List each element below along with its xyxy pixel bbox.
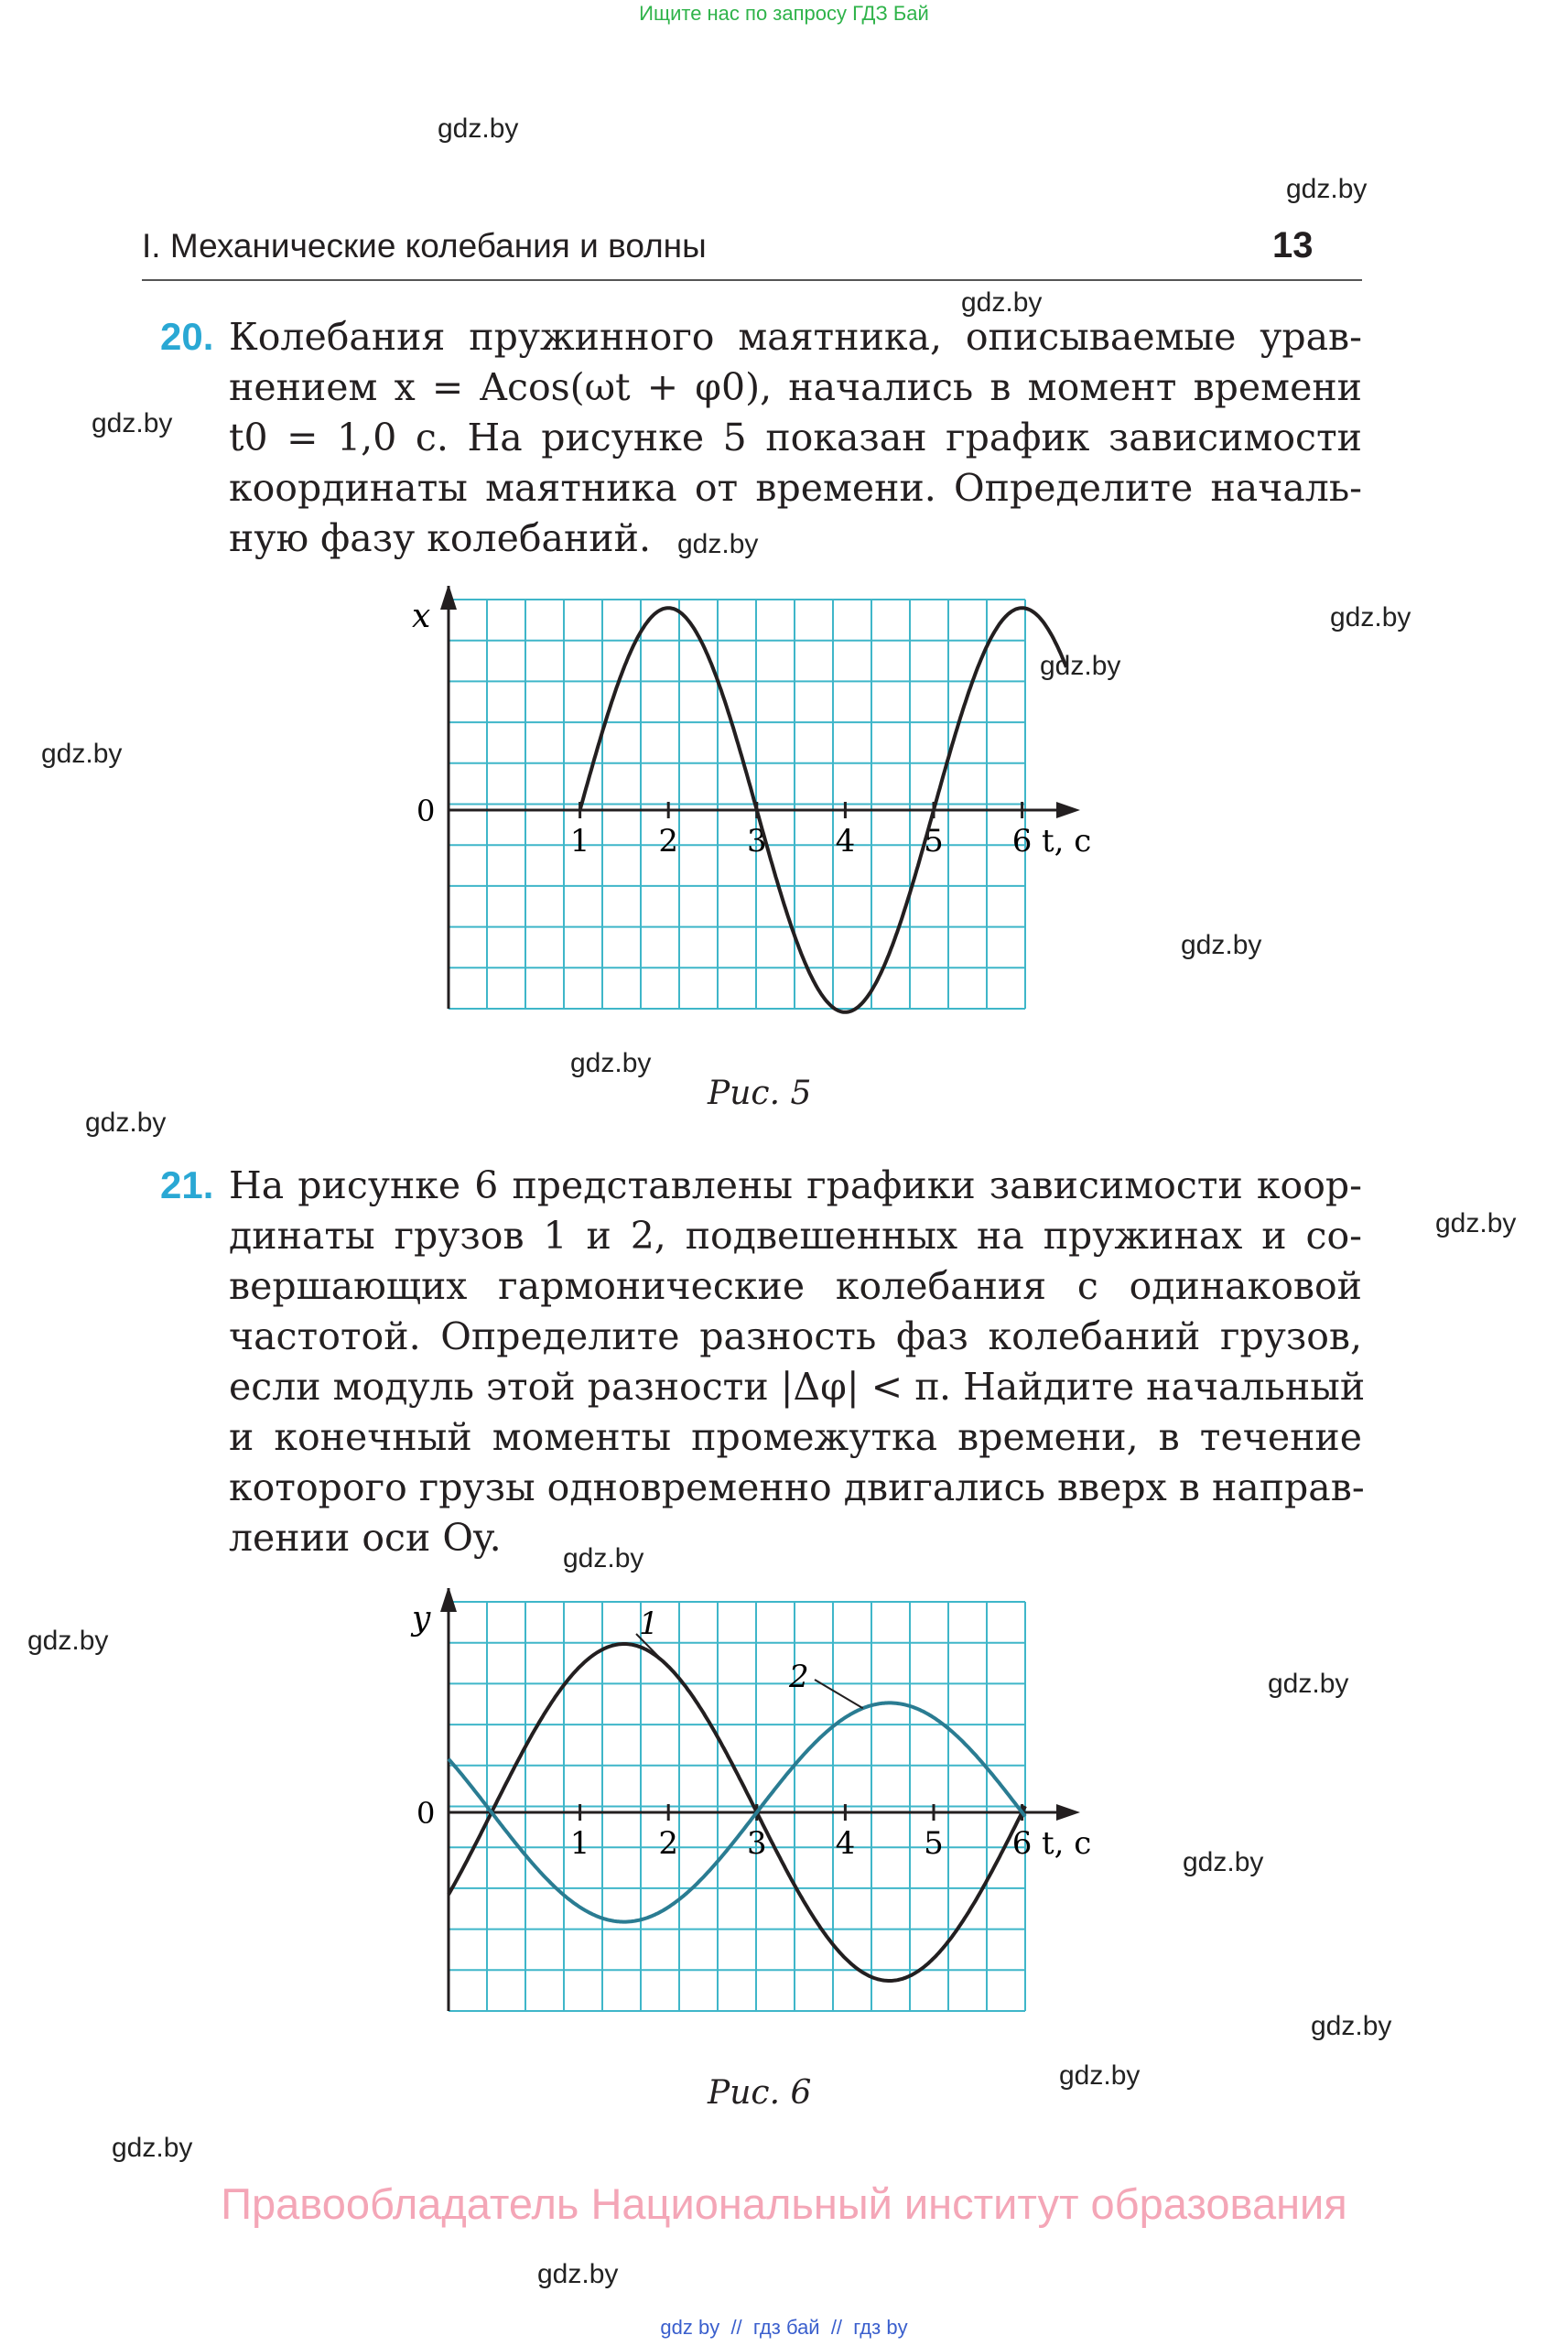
problem-number: 20. bbox=[160, 315, 214, 358]
text-line: если модуль этой разности |Δφ| < π. Найдите начальный bbox=[229, 1365, 1366, 1409]
watermark: gdz.by bbox=[112, 2133, 193, 2163]
text-line: t0 = 1,0 с. На рисунке 5 показан график зависимости bbox=[229, 416, 1362, 459]
origin-label: 0 bbox=[416, 794, 436, 828]
tick-label: 2 bbox=[658, 1825, 679, 1862]
text-line: На рисунке 6 представлены графики зависимости коор- bbox=[229, 1163, 1362, 1207]
y-axis-arrow bbox=[440, 1588, 457, 1612]
watermark: gdz.by bbox=[677, 529, 759, 559]
problem-21-text bbox=[229, 1161, 1366, 1563]
tick-label: 6 bbox=[1011, 1825, 1033, 1862]
watermark: gdz.by bbox=[1059, 2060, 1141, 2091]
tick-label: 1 bbox=[569, 823, 590, 859]
watermark: gdz.by bbox=[1435, 1208, 1517, 1238]
running-head: I. Механические колебания и волны bbox=[142, 227, 707, 265]
tick-label: 1 bbox=[569, 1825, 590, 1862]
text-line: частотой. Определите разность фаз колебаний грузов, bbox=[229, 1314, 1362, 1358]
tick-label: 2 bbox=[658, 823, 679, 859]
text-line: динаты грузов 1 и 2, подвешенных на пружинах и со- bbox=[229, 1214, 1362, 1258]
figure-6-chart bbox=[384, 1588, 1135, 2046]
figure-6-caption: Рис. 6 bbox=[708, 2074, 812, 2112]
watermark: gdz.by bbox=[1040, 651, 1121, 681]
text-line: лении оси Oy. bbox=[229, 1516, 502, 1560]
figure-5-caption: Рис. 5 bbox=[708, 1075, 812, 1112]
text-line: и конечный моменты промежутка времени, в течение bbox=[229, 1415, 1362, 1459]
watermark: gdz.by bbox=[570, 1048, 652, 1078]
watermark: gdz.by bbox=[563, 1543, 644, 1573]
x-axis-arrow bbox=[1056, 1804, 1080, 1821]
tick-label: 3 bbox=[746, 1825, 767, 1862]
text-line: нением x = Acos(ωt + φ0), начались в момент времени bbox=[229, 365, 1362, 409]
watermark: gdz.by bbox=[1330, 602, 1411, 632]
top-banner[interactable]: Ищите нас по запросу ГДЗ Бай bbox=[639, 2, 929, 25]
problem-20-text bbox=[229, 312, 1362, 564]
text-line: Колебания пружинного маятника, описываемые урав- bbox=[229, 315, 1362, 359]
header-divider bbox=[142, 279, 1362, 281]
text-line: ную фазу колебаний. bbox=[229, 516, 651, 560]
tick-label: 5 bbox=[924, 823, 944, 859]
tick-label: 6 bbox=[1011, 823, 1033, 859]
grid bbox=[449, 1602, 1025, 2011]
footer-links[interactable]: gdz by // гдз бай // гдз by bbox=[660, 2316, 908, 2339]
x-axis-label: t, с bbox=[1042, 823, 1092, 859]
y-axis-label: x bbox=[412, 598, 431, 635]
watermark: gdz.by bbox=[92, 408, 173, 438]
text-line: координаты маятника от времени. Определите началь- bbox=[229, 466, 1362, 510]
problem-number: 21. bbox=[160, 1163, 214, 1206]
watermark: gdz.by bbox=[537, 2259, 619, 2289]
watermark: gdz.by bbox=[27, 1626, 109, 1656]
tick-label: 4 bbox=[835, 1825, 856, 1862]
x-axis-label: t, с bbox=[1042, 1825, 1092, 1862]
watermark: gdz.by bbox=[41, 739, 123, 769]
watermark: gdz.by bbox=[1183, 1847, 1264, 1877]
watermark: gdz.by bbox=[1181, 930, 1262, 960]
series-2-label: 2 bbox=[789, 1659, 809, 1695]
tick-label: 3 bbox=[746, 823, 767, 859]
watermark: gdz.by bbox=[1311, 2011, 1392, 2041]
figure-5-chart bbox=[384, 586, 1135, 1043]
text-line: которого грузы одновременно двигались вверх в направ- bbox=[229, 1465, 1365, 1509]
watermark: gdz.by bbox=[85, 1108, 167, 1138]
copyright-notice: Правообладатель Национальный институт образования bbox=[221, 2179, 1347, 2228]
series-1-label: 1 bbox=[639, 1605, 659, 1642]
watermark: gdz.by bbox=[1286, 174, 1368, 204]
tick-label: 4 bbox=[835, 823, 856, 859]
watermark: gdz.by bbox=[961, 287, 1043, 318]
origin-label: 0 bbox=[416, 1796, 436, 1831]
y-axis-label: y bbox=[412, 1600, 431, 1638]
y-axis-arrow bbox=[440, 586, 457, 610]
x-axis-arrow bbox=[1056, 802, 1080, 818]
watermark: gdz.by bbox=[1268, 1669, 1349, 1699]
watermark: gdz.by bbox=[438, 114, 519, 144]
tick-label: 5 bbox=[924, 1825, 944, 1862]
grid bbox=[449, 600, 1025, 1009]
page-number: 13 bbox=[1272, 225, 1314, 265]
text-line: вершающих гармонические колебания с одинаковой bbox=[229, 1264, 1362, 1308]
